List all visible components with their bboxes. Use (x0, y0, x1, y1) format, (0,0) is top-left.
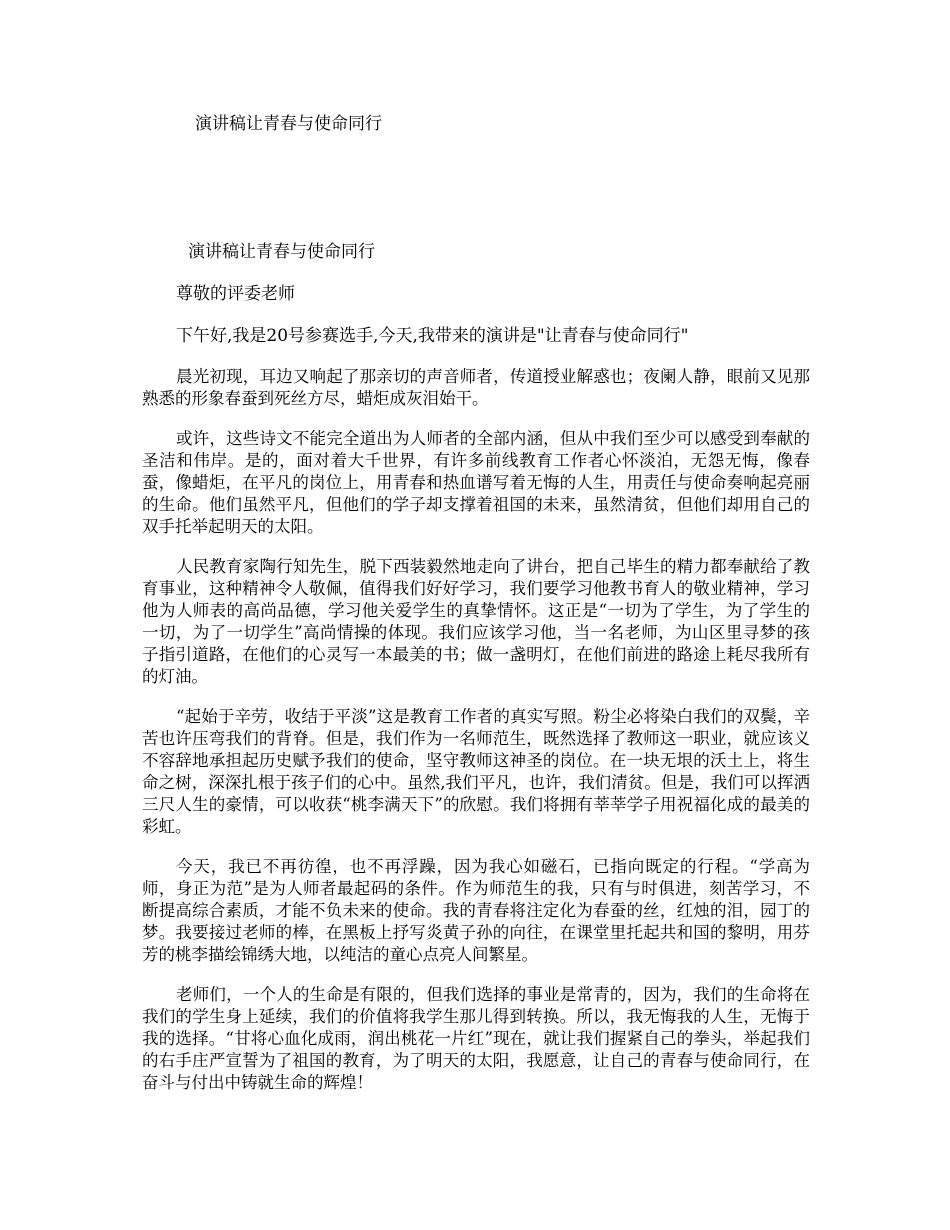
paragraph: 或许，这些诗文不能完全道出为人师者的全部内涵，但从中我们至少可以感受到奉献的圣洁和伟岸。是的，面对着大千世界，有许多前线教育工作者心怀淡泊，无怨无悔，像春蚕，像蜡炬，在平凡的岗位上，用青春和热血谱写着无悔的人生，用责任与使命奏响起亮丽的生命。他们虽然平凡，但他们的学子却支撑着祖国的未来，虽然清贫，但他们却用自己的双手托举起明天的太阳。 (142, 429, 810, 536)
opening-line: 下午好,我是20号参赛选手,今天,我带来的演讲是"让青春与使命同行" (176, 326, 689, 346)
paragraph: 晨光初现，耳边又响起了那亲切的声音师者，传道授业解惑也；夜阑人静，眼前又见那熟悉的形象春蚕到死丝方尽，蜡炬成灰泪始干。 (142, 367, 810, 408)
paragraph: “起始于辛劳，收结于平淡”这是教育工作者的真实写照。粉尘必将染白我们的双鬓，辛苦也许压弯我们的背脊。但是，我们作为一名师范生，既然选择了教师这一职业，就应该义不容辞地承担起历史赋予我们的使命，坚守教师这神圣的岗位。在一块无垠的沃土上，将生命之树，深深扎根于孩子们的心中。虽然,我们平凡，也许，我们清贫。但是，我们可以挥洒三尺人生的豪情，可以收获“桃李满天下”的欣慰。我们将拥有莘莘学子用祝福化成的最美的彩虹。 (142, 707, 810, 836)
header-title: 演讲稿让青春与使命同行 (195, 114, 382, 134)
salutation: 尊敬的评委老师 (176, 284, 295, 304)
paragraph: 今天，我已不再彷徨，也不再浮躁，因为我心如磁石，已指向既定的行程。“学高为师，身正为范”是为人师者最起码的条件。作为师范生的我，只有与时俱进，刻苦学习，不断提高综合素质，才能不负未来的使命。我的青春将注定化为春蚕的丝，红烛的泪，园丁的梦。我要接过老师的棒，在黑板上抒写炎黄子孙的向往，在课堂里托起共和国的黎明，用芬芳的桃李描绘锦绣大地，以纯洁的童心点亮人间繁星。 (142, 857, 810, 964)
document-title: 演讲稿让青春与使命同行 (188, 242, 375, 262)
document-body (142, 240, 810, 1112)
paragraph: 人民教育家陶行知先生，脱下西装毅然地走向了讲台，把自己毕生的精力都奉献给了教育事业，这种精神令人敬佩，值得我们好好学习，我们要学习他教书育人的敬业精神，学习他为人师表的高尚品德，学习他关爱学生的真挚情怀。这正是“一切为了学生，为了学生的一切，为了一切学生”高尚情操的体现。我们应该学习他，当一名老师，为山区里寻梦的孩子指引道路，在他们的心灵写一本最美的书；做一盏明灯，在他们前进的路途上耗尽我所有的灯油。 (142, 557, 810, 686)
paragraph: 老师们，一个人的生命是有限的，但我们选择的事业是常青的，因为，我们的生命将在我们的学生身上延续，我们的价值将我学生那儿得到转换。所以，我无悔我的人生，无悔于我的选择。“甘将心血化成雨，润出桃花一片红”现在，就让我们握紧自己的拳头，举起我们的右手庄严宣誓为了祖国的教育，为了明天的太阳，我愿意，让自己的青春与使命同行，在奋斗与付出中铸就生命的辉煌！ (142, 985, 810, 1092)
